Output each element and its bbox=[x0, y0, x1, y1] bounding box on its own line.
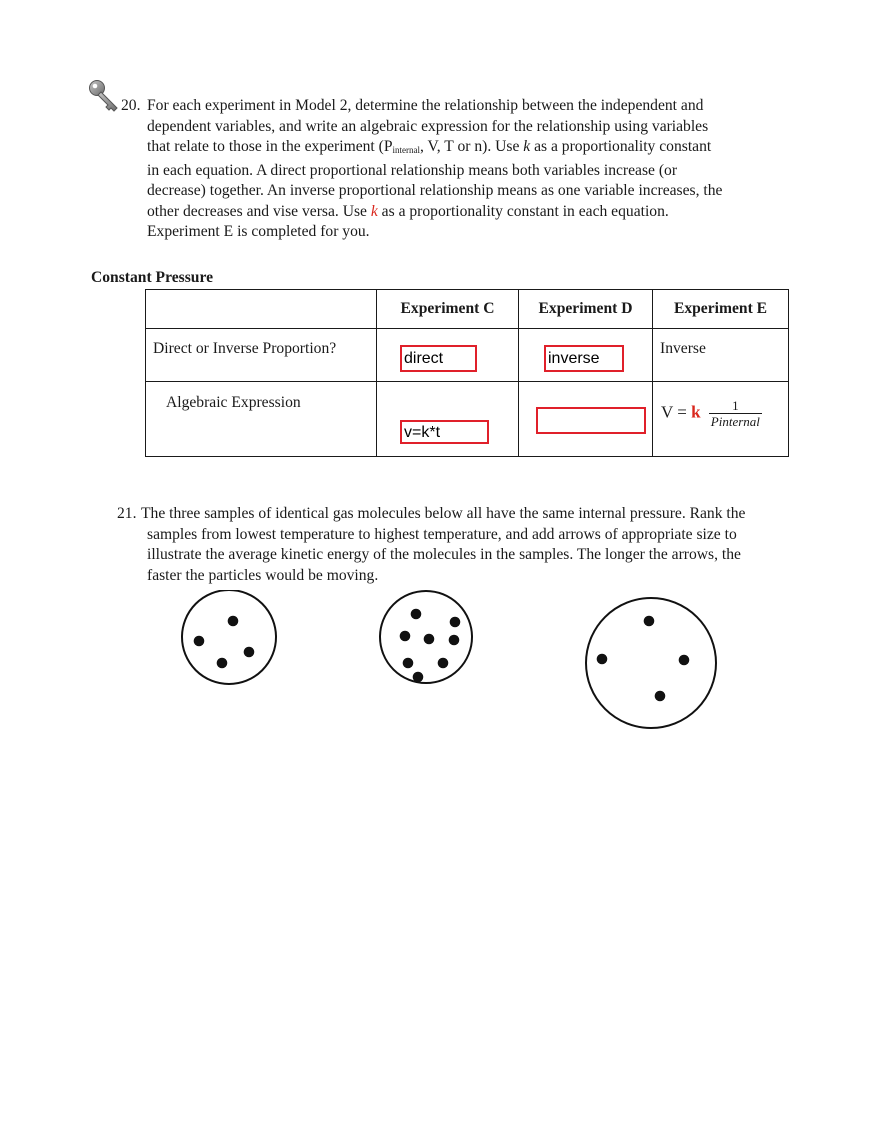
molecule bbox=[655, 691, 666, 702]
table-row-expression bbox=[146, 382, 789, 457]
key-icon bbox=[86, 78, 122, 114]
header-experiment-d: Experiment D bbox=[519, 290, 653, 329]
q21-line-3: illustrate the average kinetic energy of the molecules in the samples. The longer the arrows, the bbox=[147, 546, 741, 563]
experiment-e-formula bbox=[661, 398, 762, 429]
experiment-table bbox=[145, 289, 789, 457]
q21-line-1: The three samples of identical gas molecules below all have the same internal pressure. Rank the bbox=[141, 505, 746, 522]
answer-c-proportion[interactable]: direct bbox=[400, 345, 477, 372]
q20-line-2: dependent variables, and write an algebraic expression for the relationship using variables bbox=[147, 117, 709, 135]
header-experiment-c: Experiment C bbox=[377, 290, 519, 329]
sample-1[interactable] bbox=[182, 590, 276, 684]
q21-line-4: faster the particles would be moving. bbox=[147, 566, 379, 584]
gas-samples bbox=[170, 590, 730, 740]
experiment-e-relationship: Inverse bbox=[660, 340, 706, 357]
formula-lhs: V = bbox=[661, 402, 692, 422]
row-label-cell-2 bbox=[146, 382, 377, 457]
header-blank bbox=[146, 290, 377, 329]
q20-line-5: decrease) together. An inverse proportional relationship means as one variable increases, the bbox=[147, 182, 723, 199]
molecule bbox=[411, 609, 422, 620]
molecule bbox=[403, 658, 414, 669]
q20-k-italic: k bbox=[523, 138, 531, 155]
molecule bbox=[450, 617, 461, 628]
molecule bbox=[400, 631, 411, 642]
molecule bbox=[194, 636, 205, 647]
q20-line-3c: as a proportionality constant bbox=[530, 138, 712, 155]
q20-line-3 bbox=[147, 137, 772, 161]
q20-line-6 bbox=[147, 202, 772, 223]
molecule bbox=[679, 655, 690, 666]
question-21-number: 21. bbox=[117, 505, 137, 522]
cell-c-expression bbox=[377, 382, 519, 457]
molecule bbox=[449, 635, 460, 646]
answer-d-expression[interactable] bbox=[536, 407, 646, 434]
cell-e-expression bbox=[653, 382, 789, 457]
q21-line-2: samples from lowest temperature to highest temperature, and add arrows of appropriate size to bbox=[147, 525, 737, 543]
formula-numerator: 1 bbox=[709, 398, 762, 414]
q20-line-3b: , V, T or n). Use bbox=[420, 138, 524, 155]
molecule bbox=[244, 647, 255, 658]
formula-denominator: Pinternal bbox=[710, 414, 760, 429]
row-label-expression: Algebraic Expression bbox=[166, 394, 301, 411]
section-title: Constant Pressure bbox=[91, 269, 214, 286]
row-label-cell bbox=[146, 329, 377, 382]
q20-line-6b: as a proportionality constant in each equation. bbox=[377, 202, 669, 220]
q20-line-7: Experiment E is completed for you. bbox=[147, 223, 370, 240]
q20-subscript: internal bbox=[392, 145, 421, 155]
cell-c-proportion bbox=[377, 329, 519, 382]
molecule bbox=[217, 658, 228, 669]
q20-line-4: in each equation. A direct proportional relationship means both variables increase (or bbox=[147, 161, 678, 179]
table-row-proportion bbox=[146, 329, 789, 382]
table-header-row bbox=[146, 290, 789, 329]
sample-3[interactable] bbox=[586, 598, 716, 728]
molecule bbox=[228, 616, 239, 627]
molecule bbox=[424, 634, 435, 645]
q20-line-3a: that relate to those in the experiment (P bbox=[147, 138, 393, 155]
cell-d-proportion bbox=[519, 329, 653, 382]
q20-line-6a: other decreases and vise versa. Use bbox=[147, 202, 371, 220]
header-experiment-e: Experiment E bbox=[653, 290, 789, 329]
q20-line-1: For each experiment in Model 2, determine the relationship between the independent and bbox=[147, 97, 704, 114]
question-20-text bbox=[147, 96, 772, 243]
answer-d-proportion[interactable]: inverse bbox=[544, 345, 624, 372]
answer-c-expression[interactable]: v=k*t bbox=[400, 420, 489, 444]
molecule bbox=[597, 654, 608, 665]
formula-fraction bbox=[709, 398, 762, 429]
molecule bbox=[413, 672, 424, 683]
question-21-text bbox=[141, 504, 787, 586]
molecule bbox=[644, 616, 655, 627]
formula-k: k bbox=[691, 402, 701, 422]
row-label-proportion: Direct or Inverse Proportion? bbox=[153, 340, 337, 357]
question-20-number: 20. bbox=[121, 97, 141, 114]
cell-d-expression bbox=[519, 382, 653, 457]
q20-k-red: k bbox=[370, 202, 378, 220]
sample-2[interactable] bbox=[380, 591, 472, 683]
cell-e-proportion bbox=[653, 329, 789, 382]
molecule bbox=[438, 658, 449, 669]
